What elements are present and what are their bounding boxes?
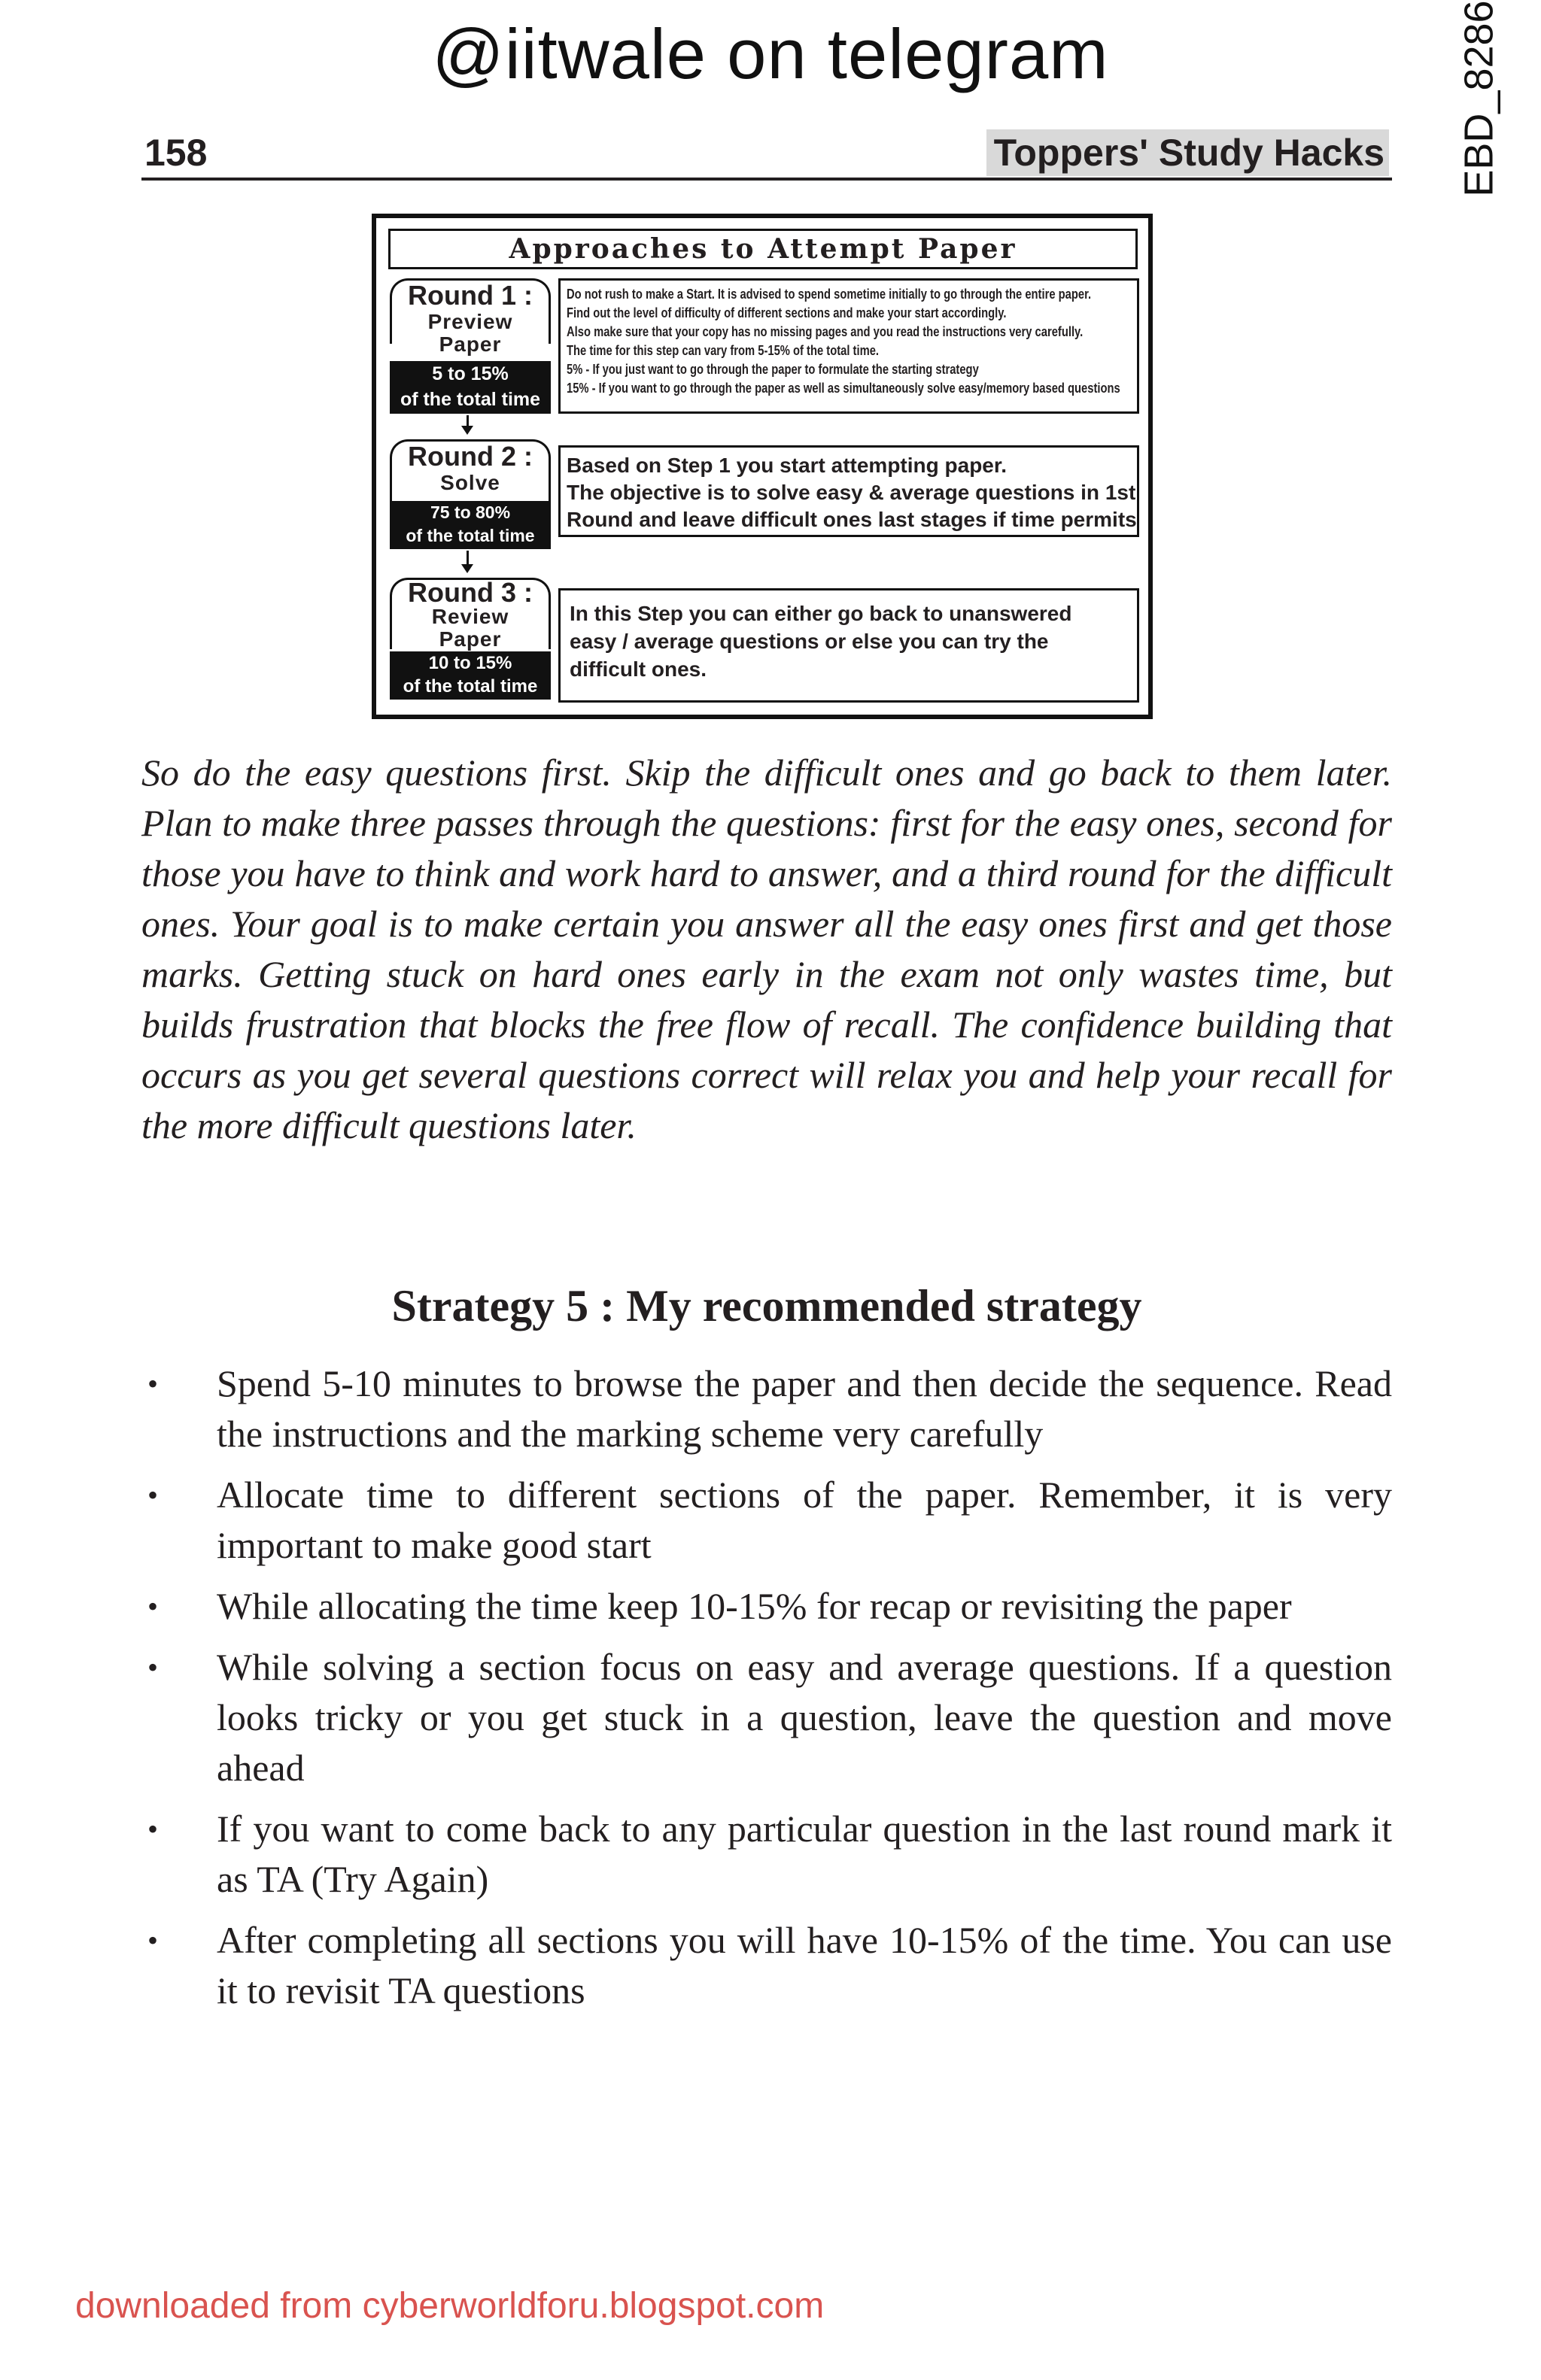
round-3-subtitle-1: Review [431,605,509,628]
round-1-subtitle-2: Paper [439,332,502,356]
round-2-time-2: of the total time [406,526,535,545]
round-2-desc-line: Based on Step 1 you start attempting paper. [567,454,1008,477]
strategy-list [141,1358,1392,2026]
list-item-text: If you want to come back to any particular question in the last round mark it as TA (Try Again) [217,1808,1392,1900]
round-2-description [558,445,1139,537]
round-2-time [390,501,551,549]
arrow-down-icon [467,415,469,432]
list-item [141,1581,1392,1632]
round-2-subtitle-1: Solve [440,471,500,494]
round-1-desc-line: Do not rush to make a Start. It is advised to spend sometime initially to go through the entire paper. [567,287,1092,302]
bullet-icon: • [147,1478,159,1512]
round-1-desc-line: 5% - If you just want to go through the paper to formulate the starting strategy [567,362,979,377]
round-3-subtitle-2: Paper [439,627,502,651]
round-2-desc-line: Round and leave difficult ones last stages if time permits [567,508,1137,531]
round-1-title: Round 1 : [408,280,533,311]
figure-title: Approaches to Attempt Paper [388,229,1138,269]
approaches-figure [372,214,1153,719]
bullet-icon: • [147,1589,159,1623]
round-1-desc-line: Find out the level of difficulty of different sections and make your start accordingly. [567,305,1007,320]
bullet-icon: • [147,1650,159,1684]
round-3-time-2: of the total time [403,676,538,697]
bullet-icon: • [147,1812,159,1846]
bullet-icon: • [147,1367,159,1401]
list-item-text: While allocating the time keep 10-15% for recap or revisiting the paper [217,1585,1292,1627]
page-header [141,128,1392,181]
round-1-description [558,278,1139,414]
running-head: Toppers' Study Hacks [986,129,1389,176]
round-1-time-1: 5 to 15% [432,363,509,384]
round-1-time-2: of the total time [400,389,541,410]
list-item [141,1470,1392,1571]
list-item-text: While solving a section focus on easy and average questions. If a question looks tricky or you get stuck in a question, leave the question and move ahead [217,1646,1392,1789]
round-1-desc-line: 15% - If you want to go through the paper as well as simultaneously solve easy/memory based questions [567,381,1120,396]
round-1-subtitle-1: Preview [427,310,513,333]
round-2-desc-line: The objective is to solve easy & average questions in 1st [567,481,1136,504]
watermark-text: @iitwale on telegram [432,14,1109,93]
list-item [141,1804,1392,1905]
list-item [141,1915,1392,2016]
list-item [141,1358,1392,1459]
list-item-text: After completing all sections you will have 10-15% of the time. You can use it to revisit TA questions [217,1919,1392,2011]
arrow-down-icon [467,551,469,570]
round-2-title: Round 2 : [408,441,533,472]
list-item [141,1642,1392,1793]
round-3-title: Round 3 : [408,577,533,608]
round-1-desc-line: Also make sure that your copy has no missing pages and you read the instructions very carefully. [567,324,1084,339]
round-3-tag [390,578,551,649]
list-item-text: Allocate time to different sections of the paper. Remember, it is very important to make good start [217,1474,1392,1566]
body-paragraph: So do the easy questions first. Skip the difficult ones and go back to them later. Plan to make three passes through the questions: first for the easy ones, second for those you have to think and work hard to answer, and a third round for the difficult ones. Your goal is to make certain you answer all the easy ones first and get those marks. Getting stuck on hard ones early in the exam not only wastes time, but builds frustration that blocks the free flow of recall. The confidence building that occurs as you get several questions correct will relax you and help your recall for the more difficult questions later. [141,751,1392,1146]
round-1-tag [390,278,551,356]
round-3-time-1: 10 to 15% [428,653,512,673]
round-1-time [390,361,551,414]
list-item-text: Spend 5-10 minutes to browse the paper and then decide the sequence. Read the instructions and the marking scheme very carefully [217,1362,1392,1455]
round-2-time-1: 75 to 80% [430,502,511,522]
round-3-desc-line: easy / average questions or else you can try the [570,630,1049,653]
round-3-desc-line: In this Step you can either go back to unanswered [570,602,1072,625]
round-3-description [558,588,1139,703]
side-code: EBD_8286 [1456,0,1502,197]
round-3-desc-line: difficult ones. [570,657,707,681]
section-heading: Strategy 5 : My recommended strategy [391,1281,1142,1331]
round-3-time [390,651,551,700]
round-1-desc-line: The time for this step can vary from 5-15% of the total time. [567,343,880,358]
round-2-tag [390,439,551,505]
footer-source-link[interactable]: downloaded from cyberworldforu.blogspot.com [75,2286,825,2326]
bullet-icon: • [147,1923,159,1957]
page-number: 158 [144,132,208,174]
